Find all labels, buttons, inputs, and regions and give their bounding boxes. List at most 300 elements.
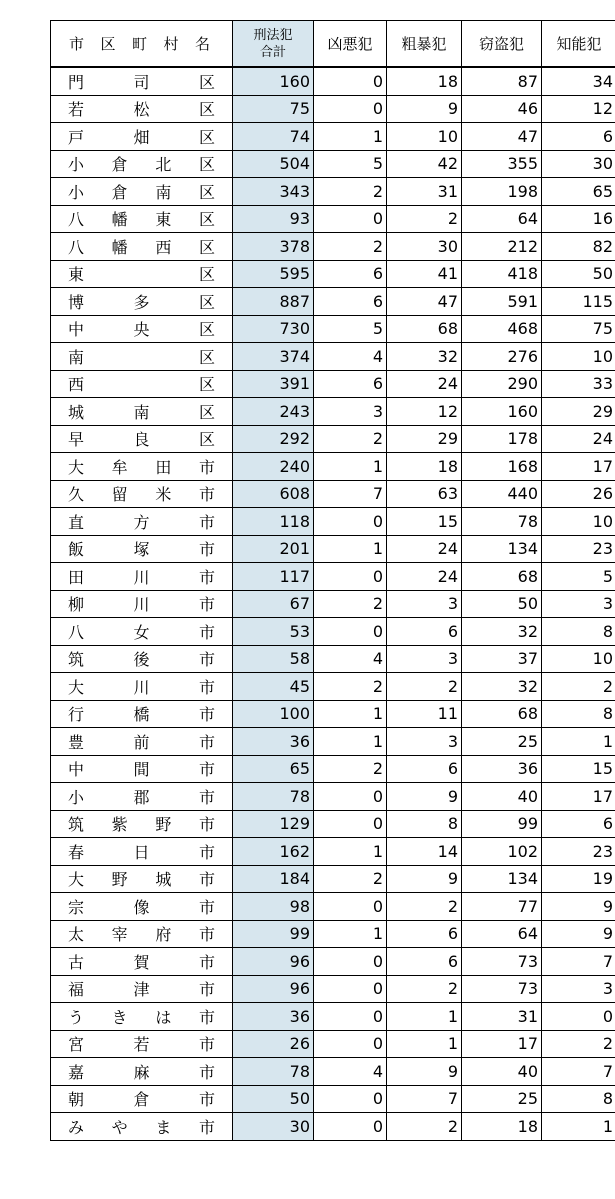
total-penal-offenses-cell: 343: [233, 178, 314, 206]
violent-crimes-cell: 8: [387, 810, 462, 838]
violent-crimes-cell: 3: [387, 728, 462, 756]
municipality-name-cell: [51, 948, 233, 976]
municipality-name-cell: [51, 728, 233, 756]
municipality-name-char: 市: [198, 650, 215, 670]
heinous-crimes-cell: 0: [314, 508, 387, 536]
municipality-name-char: 飯: [68, 540, 85, 560]
theft-crimes-cell: 46: [462, 95, 542, 123]
theft-crimes-cell: 50: [462, 590, 542, 618]
total-penal-offenses-cell: 50: [233, 1085, 314, 1113]
total-penal-offenses-cell: 93: [233, 205, 314, 233]
total-penal-offenses-cell: 58: [233, 645, 314, 673]
municipality-name-cell: [51, 288, 233, 316]
table-row: [51, 288, 615, 316]
total-penal-offenses-cell: 129: [233, 810, 314, 838]
violent-crimes-cell: 68: [387, 315, 462, 343]
municipality-name-char: 区: [198, 292, 215, 312]
municipality-name-cell: [51, 398, 233, 426]
violent-crimes-cell: 15: [387, 508, 462, 536]
intellectual-crimes-cell: 34: [542, 67, 615, 95]
table-row: [51, 975, 615, 1003]
municipality-name-char: 塚: [133, 540, 150, 560]
heinous-crimes-cell: 7: [314, 480, 387, 508]
violent-crimes-cell: 24: [387, 370, 462, 398]
table-row: [51, 838, 615, 866]
municipality-name-char: 福: [68, 980, 85, 1000]
municipality-name-char: 区: [198, 100, 215, 120]
violent-crimes-cell: 24: [387, 535, 462, 563]
theft-crimes-cell: 355: [462, 150, 542, 178]
theft-crimes-cell: 440: [462, 480, 542, 508]
theft-crimes-cell: 73: [462, 948, 542, 976]
header-intellectual-crimes: 知能犯: [542, 21, 615, 68]
violent-crimes-cell: 9: [387, 783, 462, 811]
heinous-crimes-cell: 2: [314, 755, 387, 783]
table-row: [51, 233, 615, 261]
heinous-crimes-cell: 1: [314, 838, 387, 866]
violent-crimes-cell: 32: [387, 343, 462, 371]
municipality-name-cell: [51, 178, 233, 206]
municipality-name-char: 央: [133, 320, 150, 340]
municipality-name-cell: [51, 810, 233, 838]
municipality-name-char: 小: [68, 182, 85, 202]
theft-crimes-cell: 134: [462, 865, 542, 893]
theft-crimes-cell: 198: [462, 178, 542, 206]
municipality-name-char: 紫: [111, 815, 128, 835]
table-row: [51, 178, 615, 206]
header-total-penal-offenses: [233, 21, 314, 68]
municipality-name-char: 区: [198, 265, 215, 285]
table-row: [51, 810, 615, 838]
heinous-crimes-cell: 4: [314, 645, 387, 673]
header-total-line1: 刑法犯: [253, 27, 293, 43]
total-penal-offenses-cell: 240: [233, 453, 314, 481]
intellectual-crimes-cell: 3: [542, 590, 615, 618]
table-row: [51, 728, 615, 756]
table-row: [51, 618, 615, 646]
table-row: [51, 425, 615, 453]
theft-crimes-cell: 17: [462, 1030, 542, 1058]
total-penal-offenses-cell: 292: [233, 425, 314, 453]
theft-crimes-cell: 64: [462, 205, 542, 233]
heinous-crimes-cell: 1: [314, 123, 387, 151]
violent-crimes-cell: 14: [387, 838, 462, 866]
heinous-crimes-cell: 2: [314, 865, 387, 893]
municipality-name-char: 市: [198, 760, 215, 780]
total-penal-offenses-cell: 75: [233, 95, 314, 123]
municipality-name-char: 区: [198, 430, 215, 450]
violent-crimes-cell: 2: [387, 1113, 462, 1141]
municipality-name-cell: [51, 1085, 233, 1113]
municipality-name-char: 市: [198, 1117, 215, 1137]
municipality-name-char: 郡: [133, 787, 150, 807]
municipality-name-char: 市: [198, 705, 215, 725]
municipality-name-cell: [51, 123, 233, 151]
violent-crimes-cell: 1: [387, 1003, 462, 1031]
municipality-name-char: 市: [198, 925, 215, 945]
municipality-name-char: 市: [198, 897, 215, 917]
violent-crimes-cell: 11: [387, 700, 462, 728]
intellectual-crimes-cell: 23: [542, 535, 615, 563]
header-name-char: 名: [194, 35, 210, 53]
theft-crimes-cell: 276: [462, 343, 542, 371]
table-row: [51, 645, 615, 673]
total-penal-offenses-cell: 160: [233, 67, 314, 95]
violent-crimes-cell: 42: [387, 150, 462, 178]
municipality-name-char: 市: [198, 677, 215, 697]
heinous-crimes-cell: 0: [314, 783, 387, 811]
municipality-name-char: 野: [111, 870, 128, 890]
municipality-name-cell: [51, 1030, 233, 1058]
table-row: [51, 920, 615, 948]
heinous-crimes-cell: 2: [314, 233, 387, 261]
municipality-name-char: 府: [155, 925, 172, 945]
table-row: [51, 260, 615, 288]
violent-crimes-cell: 18: [387, 453, 462, 481]
municipality-name-char: 春: [68, 842, 85, 862]
municipality-name-char: 市: [198, 815, 215, 835]
theft-crimes-cell: 68: [462, 700, 542, 728]
municipality-name-char: 市: [198, 842, 215, 862]
theft-crimes-cell: 102: [462, 838, 542, 866]
intellectual-crimes-cell: 5: [542, 563, 615, 591]
intellectual-crimes-cell: 0: [542, 1003, 615, 1031]
municipality-name-cell: [51, 150, 233, 178]
violent-crimes-cell: 30: [387, 233, 462, 261]
municipality-name-char: 区: [198, 320, 215, 340]
theft-crimes-cell: 73: [462, 975, 542, 1003]
intellectual-crimes-cell: 16: [542, 205, 615, 233]
violent-crimes-cell: 31: [387, 178, 462, 206]
table-row: [51, 480, 615, 508]
municipality-name-char: 市: [198, 1062, 215, 1082]
municipality-name-char: 区: [198, 347, 215, 367]
municipality-name-cell: [51, 618, 233, 646]
heinous-crimes-cell: 0: [314, 1085, 387, 1113]
municipality-name-cell: [51, 260, 233, 288]
municipality-name-cell: [51, 563, 233, 591]
municipality-name-char: 北: [155, 155, 172, 175]
municipality-name-cell: [51, 370, 233, 398]
header-name-char: 村: [163, 35, 179, 53]
intellectual-crimes-cell: 8: [542, 1085, 615, 1113]
intellectual-crimes-cell: 7: [542, 948, 615, 976]
municipality-name-cell: [51, 233, 233, 261]
table-row: [51, 948, 615, 976]
municipality-name-char: 留: [111, 485, 128, 505]
total-penal-offenses-cell: 504: [233, 150, 314, 178]
municipality-name-char: は: [155, 1007, 172, 1027]
intellectual-crimes-cell: 3: [542, 975, 615, 1003]
total-penal-offenses-cell: 162: [233, 838, 314, 866]
heinous-crimes-cell: 1: [314, 920, 387, 948]
municipality-name-cell: [51, 535, 233, 563]
intellectual-crimes-cell: 12: [542, 95, 615, 123]
municipality-name-char: 城: [155, 870, 172, 890]
total-penal-offenses-cell: 78: [233, 1058, 314, 1086]
table-row: [51, 893, 615, 921]
theft-crimes-cell: 32: [462, 618, 542, 646]
theft-crimes-cell: 36: [462, 755, 542, 783]
municipality-name-char: 東: [68, 265, 85, 285]
municipality-name-cell: [51, 425, 233, 453]
municipality-name-cell: [51, 700, 233, 728]
heinous-crimes-cell: 5: [314, 150, 387, 178]
violent-crimes-cell: 2: [387, 673, 462, 701]
intellectual-crimes-cell: 10: [542, 508, 615, 536]
violent-crimes-cell: 9: [387, 95, 462, 123]
municipality-name-cell: [51, 755, 233, 783]
table-row: [51, 1003, 615, 1031]
violent-crimes-cell: 1: [387, 1030, 462, 1058]
header-municipality-name: [51, 21, 233, 68]
municipality-name-char: 麻: [133, 1062, 150, 1082]
header-name-char: 町: [131, 35, 147, 53]
municipality-name-cell: [51, 783, 233, 811]
total-penal-offenses-cell: 45: [233, 673, 314, 701]
total-penal-offenses-cell: 36: [233, 728, 314, 756]
municipality-name-char: み: [68, 1117, 85, 1137]
total-penal-offenses-cell: 374: [233, 343, 314, 371]
total-penal-offenses-cell: 74: [233, 123, 314, 151]
municipality-name-char: 戸: [68, 127, 85, 147]
header-theft-crimes: 窃盗犯: [462, 21, 542, 68]
theft-crimes-cell: 160: [462, 398, 542, 426]
total-penal-offenses-cell: 78: [233, 783, 314, 811]
municipality-name-char: ま: [155, 1117, 172, 1137]
violent-crimes-cell: 7: [387, 1085, 462, 1113]
violent-crimes-cell: 2: [387, 893, 462, 921]
municipality-name-char: 倉: [111, 182, 128, 202]
theft-crimes-cell: 290: [462, 370, 542, 398]
heinous-crimes-cell: 1: [314, 700, 387, 728]
theft-crimes-cell: 31: [462, 1003, 542, 1031]
municipality-name-char: 市: [198, 622, 215, 642]
heinous-crimes-cell: 6: [314, 370, 387, 398]
theft-crimes-cell: 25: [462, 728, 542, 756]
header-heinous-crimes: 凶悪犯: [314, 21, 387, 68]
municipality-name-char: 宰: [111, 925, 128, 945]
municipality-name-char: 太: [68, 925, 85, 945]
municipality-name-char: 市: [198, 567, 215, 587]
municipality-name-char: 大: [68, 457, 85, 477]
municipality-name-char: 市: [198, 1035, 215, 1055]
municipality-name-char: 早: [68, 430, 85, 450]
header-name-char: 市: [69, 35, 85, 53]
municipality-name-char: 区: [198, 210, 215, 230]
table-row: [51, 590, 615, 618]
total-penal-offenses-cell: 730: [233, 315, 314, 343]
municipality-name-cell: [51, 67, 233, 95]
total-penal-offenses-cell: 99: [233, 920, 314, 948]
heinous-crimes-cell: 1: [314, 728, 387, 756]
municipality-name-char: 市: [198, 1090, 215, 1110]
heinous-crimes-cell: 4: [314, 1058, 387, 1086]
municipality-name-cell: [51, 865, 233, 893]
municipality-name-char: 区: [198, 72, 215, 92]
violent-crimes-cell: 6: [387, 755, 462, 783]
municipality-name-char: 豊: [68, 732, 85, 752]
violent-crimes-cell: 18: [387, 67, 462, 95]
total-penal-offenses-cell: 378: [233, 233, 314, 261]
total-penal-offenses-cell: 118: [233, 508, 314, 536]
violent-crimes-cell: 24: [387, 563, 462, 591]
table-row: [51, 95, 615, 123]
heinous-crimes-cell: 0: [314, 618, 387, 646]
municipality-name-char: 賀: [133, 952, 150, 972]
municipality-name-char: 方: [133, 512, 150, 532]
heinous-crimes-cell: 4: [314, 343, 387, 371]
intellectual-crimes-cell: 10: [542, 343, 615, 371]
municipality-name-char: 幡: [111, 210, 128, 230]
municipality-name-cell: [51, 920, 233, 948]
table-row: [51, 398, 615, 426]
municipality-name-char: 良: [133, 430, 150, 450]
total-penal-offenses-cell: 117: [233, 563, 314, 591]
theft-crimes-cell: 68: [462, 563, 542, 591]
municipality-name-cell: [51, 508, 233, 536]
crime-statistics-table: [50, 20, 615, 1141]
municipality-name-char: 南: [68, 347, 85, 367]
heinous-crimes-cell: 2: [314, 673, 387, 701]
municipality-name-char: 川: [133, 595, 150, 615]
theft-crimes-cell: 18: [462, 1113, 542, 1141]
theft-crimes-cell: 77: [462, 893, 542, 921]
table-row: [51, 535, 615, 563]
intellectual-crimes-cell: 1: [542, 728, 615, 756]
heinous-crimes-cell: 0: [314, 810, 387, 838]
violent-crimes-cell: 9: [387, 865, 462, 893]
heinous-crimes-cell: 0: [314, 1030, 387, 1058]
municipality-name-char: 市: [198, 540, 215, 560]
total-penal-offenses-cell: 608: [233, 480, 314, 508]
theft-crimes-cell: 168: [462, 453, 542, 481]
total-penal-offenses-cell: 26: [233, 1030, 314, 1058]
municipality-name-char: 日: [133, 842, 150, 862]
municipality-name-char: 前: [133, 732, 150, 752]
intellectual-crimes-cell: 82: [542, 233, 615, 261]
header-total-line2: 合計: [259, 44, 286, 60]
municipality-name-char: 小: [68, 787, 85, 807]
municipality-name-char: 東: [155, 210, 172, 230]
intellectual-crimes-cell: 65: [542, 178, 615, 206]
municipality-name-char: 門: [68, 72, 85, 92]
municipality-name-char: 大: [68, 870, 85, 890]
theft-crimes-cell: 212: [462, 233, 542, 261]
intellectual-crimes-cell: 15: [542, 755, 615, 783]
municipality-name-char: 行: [68, 705, 85, 725]
total-penal-offenses-cell: 53: [233, 618, 314, 646]
table-row: [51, 700, 615, 728]
municipality-name-cell: [51, 645, 233, 673]
municipality-name-char: 筑: [68, 815, 85, 835]
heinous-crimes-cell: 0: [314, 205, 387, 233]
municipality-name-char: 司: [133, 72, 150, 92]
violent-crimes-cell: 29: [387, 425, 462, 453]
municipality-name-char: 久: [68, 485, 85, 505]
municipality-name-cell: [51, 1003, 233, 1031]
violent-crimes-cell: 12: [387, 398, 462, 426]
total-penal-offenses-cell: 201: [233, 535, 314, 563]
municipality-name-char: う: [68, 1007, 85, 1027]
intellectual-crimes-cell: 2: [542, 673, 615, 701]
municipality-name-char: 田: [155, 457, 172, 477]
heinous-crimes-cell: 5: [314, 315, 387, 343]
municipality-name-char: 若: [133, 1035, 150, 1055]
heinous-crimes-cell: 0: [314, 1113, 387, 1141]
table-row: [51, 508, 615, 536]
municipality-name-char: 直: [68, 512, 85, 532]
total-penal-offenses-cell: 30: [233, 1113, 314, 1141]
theft-crimes-cell: 134: [462, 535, 542, 563]
violent-crimes-cell: 9: [387, 1058, 462, 1086]
municipality-name-char: 市: [198, 952, 215, 972]
intellectual-crimes-cell: 9: [542, 893, 615, 921]
total-penal-offenses-cell: 243: [233, 398, 314, 426]
total-penal-offenses-cell: 96: [233, 975, 314, 1003]
municipality-name-char: 区: [198, 402, 215, 422]
theft-crimes-cell: 25: [462, 1085, 542, 1113]
municipality-name-char: 八: [68, 622, 85, 642]
municipality-name-char: 八: [68, 210, 85, 230]
municipality-name-char: 後: [133, 650, 150, 670]
municipality-name-char: 畑: [133, 127, 150, 147]
municipality-name-char: 区: [198, 127, 215, 147]
intellectual-crimes-cell: 17: [542, 783, 615, 811]
municipality-name-char: 南: [133, 402, 150, 422]
municipality-name-cell: [51, 893, 233, 921]
theft-crimes-cell: 591: [462, 288, 542, 316]
intellectual-crimes-cell: 6: [542, 123, 615, 151]
municipality-name-char: 女: [133, 622, 150, 642]
heinous-crimes-cell: 0: [314, 975, 387, 1003]
municipality-name-char: や: [111, 1117, 128, 1137]
header-violent-crimes: 粗暴犯: [387, 21, 462, 68]
intellectual-crimes-cell: 115: [542, 288, 615, 316]
table-body: [51, 67, 615, 1140]
total-penal-offenses-cell: 36: [233, 1003, 314, 1031]
table-row: [51, 1030, 615, 1058]
theft-crimes-cell: 37: [462, 645, 542, 673]
intellectual-crimes-cell: 10: [542, 645, 615, 673]
intellectual-crimes-cell: 26: [542, 480, 615, 508]
municipality-name-char: 宗: [68, 897, 85, 917]
municipality-name-char: 田: [68, 567, 85, 587]
heinous-crimes-cell: 2: [314, 425, 387, 453]
municipality-name-char: 柳: [68, 595, 85, 615]
table-row: [51, 563, 615, 591]
municipality-name-char: 西: [68, 375, 85, 395]
heinous-crimes-cell: 0: [314, 893, 387, 921]
municipality-name-char: 市: [198, 595, 215, 615]
table-row: [51, 67, 615, 95]
violent-crimes-cell: 41: [387, 260, 462, 288]
municipality-name-char: 川: [133, 567, 150, 587]
heinous-crimes-cell: 2: [314, 590, 387, 618]
table-row: [51, 1085, 615, 1113]
theft-crimes-cell: 40: [462, 1058, 542, 1086]
intellectual-crimes-cell: 23: [542, 838, 615, 866]
total-penal-offenses-cell: 184: [233, 865, 314, 893]
theft-crimes-cell: 99: [462, 810, 542, 838]
municipality-name-char: 西: [155, 237, 172, 257]
theft-crimes-cell: 32: [462, 673, 542, 701]
table-row: [51, 205, 615, 233]
violent-crimes-cell: 2: [387, 205, 462, 233]
municipality-name-cell: [51, 95, 233, 123]
intellectual-crimes-cell: 9: [542, 920, 615, 948]
total-penal-offenses-cell: 100: [233, 700, 314, 728]
